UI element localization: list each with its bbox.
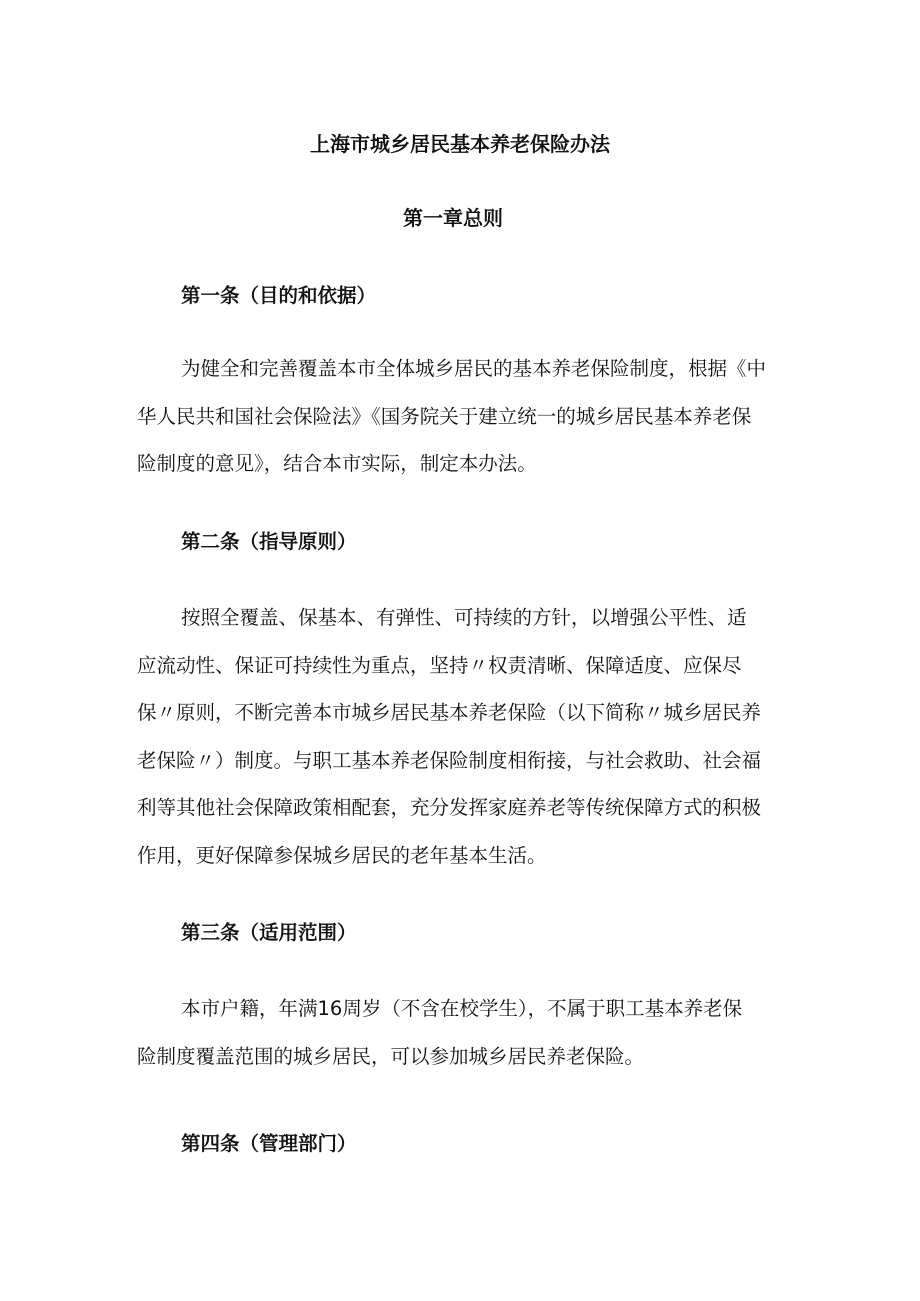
article-3-heading: 第三条（适用范围） — [181, 921, 357, 944]
article-2-line-3: 保〃原则，不断完善本市城乡居民基本养老保险（以下简称〃城乡居民养 — [137, 701, 762, 724]
article-2-body — [137, 594, 777, 879]
article-2-line-4: 老保险〃）制度。与职工基本养老保险制度相衔接，与社会救助、社会福 — [137, 748, 762, 772]
article-2-line-5: 利等其他社会保障政策相配套，充分发挥家庭养老等传统保障方式的积极 — [137, 796, 762, 819]
article-1-body — [137, 345, 777, 488]
article-1-line-3: 险制度的意见》，结合本市实际，制定本办法。 — [137, 452, 537, 475]
article-1-line-2: 华人民共和国社会保险法》《国务院关于建立统一的城乡居民基本养老保 — [137, 404, 752, 428]
article-1-heading: 第一条（目的和依据） — [181, 284, 377, 307]
article-2-line-6: 作用，更好保障参保城乡居民的老年基本生活。 — [137, 843, 547, 867]
article-4-heading: 第四条（管理部门） — [181, 1132, 357, 1155]
article-1-line-1: 为健全和完善覆盖本市全体城乡居民的基本养老保险制度，根据《中 — [181, 357, 767, 380]
article-2-line-1: 按照全覆盖、保基本、有弹性、可持续的方针，以增强公平性、适 — [181, 606, 747, 629]
article-3-line-2: 险制度覆盖范围的城乡居民，可以参加城乡居民养老保险。 — [137, 1044, 645, 1068]
article-3-line-1: 本市户籍，年满16周岁（不含在校学生），不属于职工基本养老保 — [181, 997, 743, 1020]
document-title: 上海市城乡居民基本养老保险办法 — [310, 132, 610, 156]
article-3-body — [137, 985, 777, 1080]
chapter-title: 第一章总则 — [403, 206, 503, 230]
article-2-line-2: 应流动性、保证可持续性为重点，坚持〃权责清晰、保障适度、应保尽 — [137, 653, 742, 677]
article-2-heading: 第二条（指导原则） — [181, 530, 357, 553]
